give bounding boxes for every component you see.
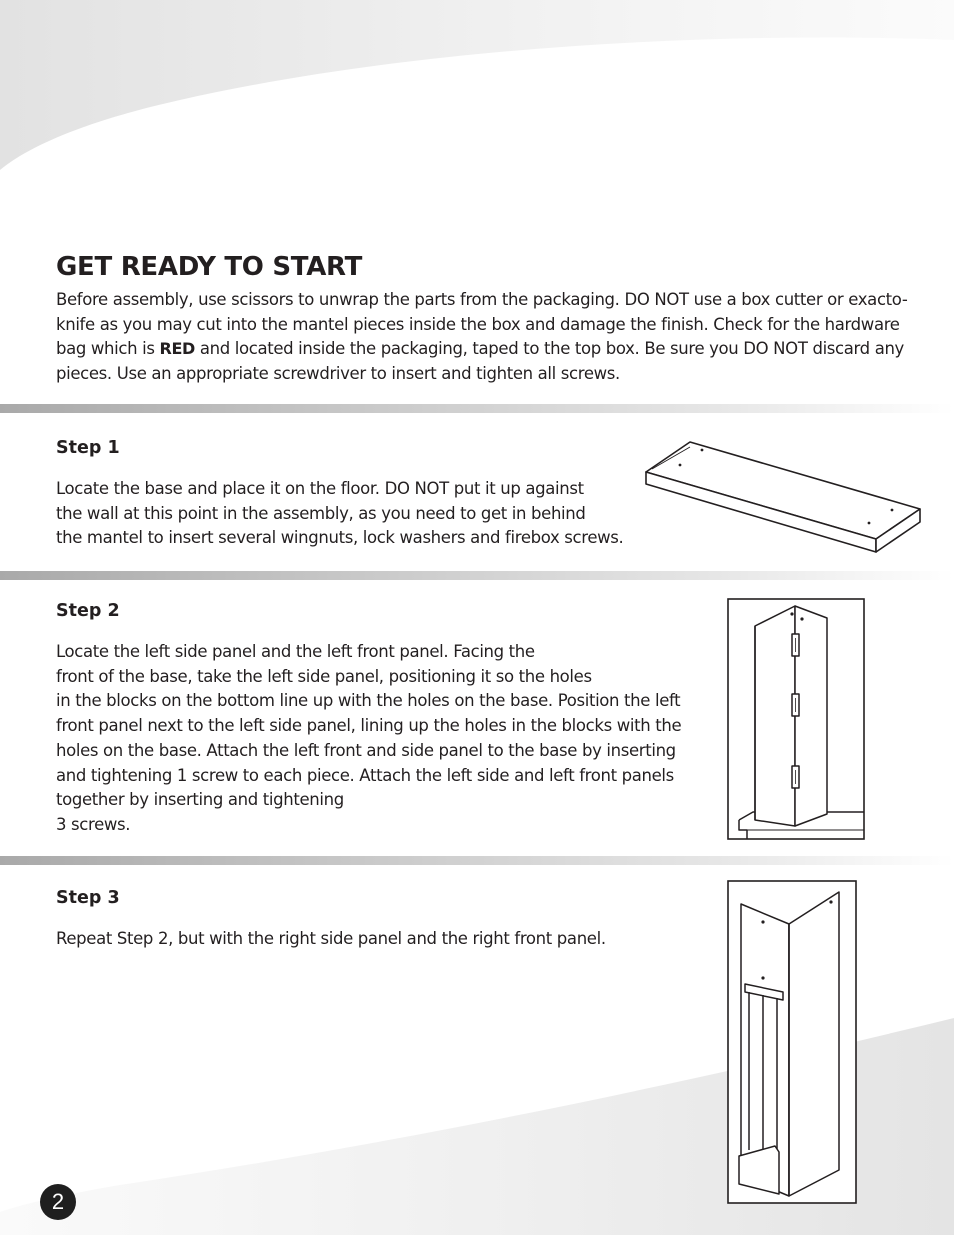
step-2-line: in the blocks on the bottom line up with the holes on the base. Position the left <box>56 691 681 711</box>
step-2-text <box>56 640 681 838</box>
step-1-line: the wall at this point in the assembly, as you need to get in behind <box>56 503 586 523</box>
step-2-line: front of the base, take the left side panel, positioning it so the holes <box>56 666 592 686</box>
step-2-heading: Step 2 <box>56 601 120 621</box>
step-2-line: Locate the left side panel and the left front panel. Facing the <box>56 642 535 661</box>
page-number-badge: 2 <box>40 1184 76 1220</box>
step-1-line: Locate the base and place it on the floor. DO NOT put it up against <box>56 479 584 498</box>
intro-paragraph <box>56 288 916 387</box>
step-3-line: Repeat Step 2, but with the right side panel and the right front panel. <box>56 929 606 948</box>
intro-red-word: RED <box>159 339 195 359</box>
intro-text-part-1: Before assembly, use scissors to unwrap the parts from the packaging. DO NOT use a box cutter or exacto-knife as you may cut into the mantel pieces inside the box and damage the finish. Check for the hardware bag which is <box>56 290 908 359</box>
base-illustration <box>640 436 926 560</box>
section-divider <box>0 571 954 580</box>
step-1-heading: Step 1 <box>56 438 120 458</box>
section-divider <box>0 856 954 865</box>
section-title: GET READY TO START <box>56 252 363 282</box>
step-3-text <box>56 927 606 952</box>
intro-text-part-2: and located inside the packaging, taped to the top box. Be sure you DO NOT discard any pieces. Use an appropriate screwdriver to insert and tighten all screws. <box>56 339 904 384</box>
step-1-text <box>56 477 623 551</box>
right-panels-illustration <box>727 880 858 1205</box>
step-2-line: together by inserting and tightening <box>56 790 344 810</box>
step-1-line: the mantel to insert several wingnuts, lock washers and firebox screws. <box>56 528 624 548</box>
step-2-line: holes on the base. Attach the left front and side panel to the base by inserting <box>56 740 676 760</box>
left-panels-illustration <box>727 598 866 842</box>
step-2-line: 3 screws. <box>56 814 131 834</box>
step-3-heading: Step 3 <box>56 888 120 908</box>
step-2-line: and tightening 1 screw to each piece. Attach the left side and left front panels <box>56 765 674 785</box>
section-divider <box>0 404 954 413</box>
step-2-line: front panel next to the left side panel, lining up the holes in the blocks with the <box>56 716 682 736</box>
